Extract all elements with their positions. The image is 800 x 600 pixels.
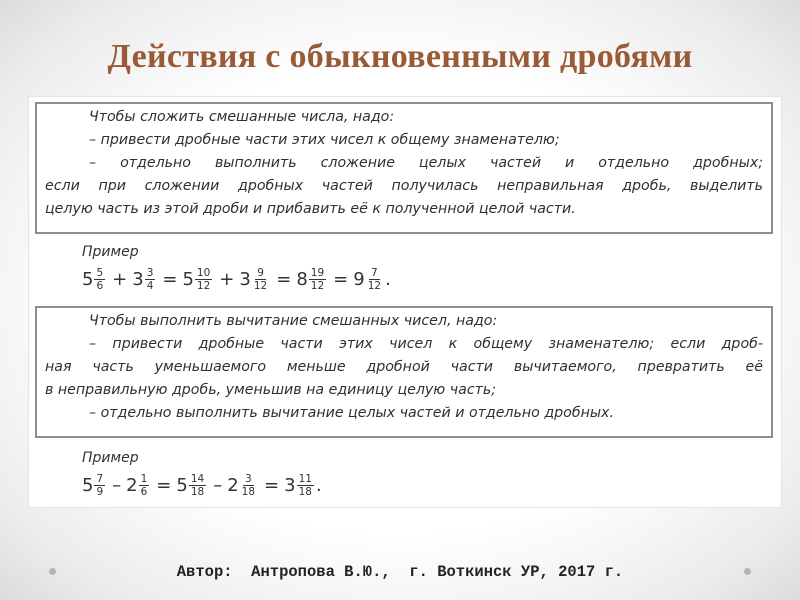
subtraction-rule-line: – привести дробные части этих чисел к общему знаменателю; если дроб- bbox=[89, 336, 763, 352]
example-label: Пример bbox=[82, 450, 139, 466]
denominator: 4 bbox=[146, 279, 154, 292]
content-image bbox=[28, 96, 782, 508]
addition-example bbox=[82, 244, 391, 297]
fraction bbox=[94, 473, 105, 498]
whole-part: 5 bbox=[82, 474, 94, 496]
numerator: 3 bbox=[245, 472, 252, 485]
author-footer: Автор: Антропова В.Ю., г. Воткинск УР, 2017 г. bbox=[176, 563, 624, 581]
numerator: 19 bbox=[310, 266, 325, 279]
subtraction-rule-box bbox=[35, 306, 773, 438]
subtraction-rule-line: в неправильную дробь, уменьшив на единицу целую часть; bbox=[45, 382, 497, 398]
whole-part: 3 bbox=[239, 268, 251, 290]
equals-sign: = bbox=[333, 268, 349, 290]
period: . bbox=[385, 268, 391, 290]
numerator: 7 bbox=[96, 472, 104, 485]
denominator: 18 bbox=[298, 485, 312, 498]
numerator: 1 bbox=[140, 472, 148, 485]
fraction bbox=[189, 473, 206, 498]
denominator: 18 bbox=[190, 485, 205, 498]
fraction bbox=[94, 267, 105, 292]
whole-part: 9 bbox=[353, 268, 365, 290]
numerator: 14 bbox=[190, 472, 205, 485]
period: . bbox=[315, 474, 322, 496]
denominator: 18 bbox=[241, 485, 256, 498]
whole-part: 5 bbox=[176, 474, 188, 496]
fraction bbox=[139, 473, 150, 498]
numerator: 5 bbox=[96, 266, 104, 279]
denominator: 6 bbox=[140, 485, 148, 498]
numerator: 7 bbox=[371, 266, 378, 279]
subtraction-rule-line: – отдельно выполнить вычитание целых частей и отдельно дробных. bbox=[89, 405, 614, 421]
operator: + bbox=[112, 268, 128, 290]
addition-rule-line: если при сложении дробных частей получилась неправильная дробь, выделить bbox=[45, 178, 763, 194]
whole-part: 3 bbox=[284, 474, 296, 496]
equals-sign: = bbox=[162, 268, 178, 290]
equals-sign: = bbox=[156, 474, 172, 496]
fraction bbox=[252, 267, 269, 292]
fraction bbox=[366, 267, 383, 292]
addition-formula bbox=[82, 261, 391, 297]
subtraction-rule-line: ная часть уменьшаемого меньше дробной части вычитаемого, превратить её bbox=[45, 359, 763, 375]
operator: + bbox=[219, 268, 235, 290]
denominator: 6 bbox=[96, 279, 104, 292]
whole-part: 2 bbox=[126, 474, 138, 496]
whole-part: 8 bbox=[296, 268, 308, 290]
subtraction-rule-line: Чтобы выполнить вычитание смешанных чисел, надо: bbox=[89, 313, 498, 329]
addition-rule-line: целую часть из этой дроби и прибавить её к полученной целой части. bbox=[45, 201, 576, 217]
denominator: 9 bbox=[96, 485, 104, 498]
denominator: 12 bbox=[196, 279, 211, 292]
fraction bbox=[145, 267, 156, 292]
fraction bbox=[309, 267, 326, 292]
whole-part: 5 bbox=[182, 268, 194, 290]
addition-rule-line: Чтобы сложить смешанные числа, надо: bbox=[89, 109, 395, 125]
whole-part: 5 bbox=[82, 268, 94, 290]
equals-sign: = bbox=[276, 268, 292, 290]
slide-title: Действия с обыкновенными дробями bbox=[107, 38, 693, 75]
fraction bbox=[195, 267, 212, 292]
numerator: 9 bbox=[257, 266, 264, 279]
fraction bbox=[297, 473, 314, 498]
denominator: 12 bbox=[253, 279, 268, 292]
operator: – bbox=[213, 474, 223, 496]
addition-rule-box bbox=[35, 102, 773, 234]
equals-sign: = bbox=[264, 474, 280, 496]
operator: – bbox=[112, 474, 122, 496]
whole-part: 2 bbox=[227, 474, 239, 496]
addition-rule-line: – отдельно выполнить сложение целых частей и отдельно дробных; bbox=[89, 155, 763, 171]
whole-part: 3 bbox=[132, 268, 144, 290]
denominator: 12 bbox=[310, 279, 325, 292]
subtraction-formula bbox=[82, 467, 322, 503]
fraction bbox=[240, 473, 257, 498]
numerator: 11 bbox=[298, 472, 312, 485]
example-label: Пример bbox=[82, 244, 139, 260]
denominator: 12 bbox=[367, 279, 382, 292]
numerator: 3 bbox=[146, 266, 154, 279]
numerator: 10 bbox=[196, 266, 211, 279]
subtraction-example bbox=[82, 450, 322, 503]
addition-rule-line: – привести дробные части этих чисел к общему знаменателю; bbox=[89, 132, 560, 148]
